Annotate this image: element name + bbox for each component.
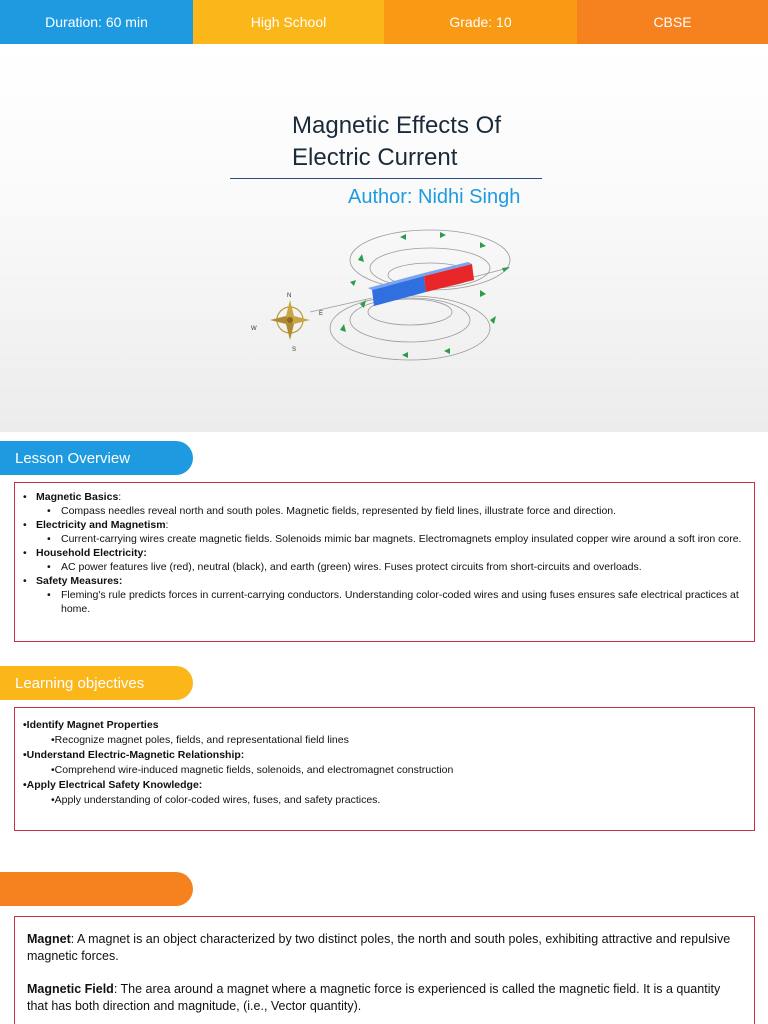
objective-title: •Understand Electric-Magnetic Relationship: [23,749,245,761]
definition-text: : The area around a magnet where a magnetic force is experienced is called the magnetic field. It is a quantity that has both direction and magnitude, (i.e., Vector quantity). [27,982,721,1013]
objective-detail: •Comprehend wire-induced magnetic fields, solenoids, and electromagnet construction [51,764,454,776]
objective-item [23,748,746,778]
field-arrow [490,316,496,324]
board-label: CBSE [577,0,768,44]
compass-label-e: E [319,311,324,317]
title-divider [230,178,542,179]
definition-text: : A magnet is an object characterized by two distinct poles, the north and south poles, exhibiting attractive and repulsive magnetic forces. [27,932,731,963]
field-arrow [440,232,446,238]
overview-item-suffix: : [165,519,169,531]
definition-term: Magnet [27,932,71,946]
compass-center [287,317,293,323]
bullet: • [47,589,51,601]
field-arrow [358,254,364,262]
definition-item [27,981,742,1015]
overview-item-title: Magnetic Basics [36,491,119,503]
field-line-lower-mid [350,298,470,342]
magnet-illustration [240,220,520,370]
overview-item-detail: Compass needles reveal north and south poles. Magnetic fields, represented by field lines, illustrate force and direction. [61,505,617,517]
overview-item-detail: Current-carrying wires create magnetic fields. Solenoids mimic bar magnets. Electromagnets employ insulated copper wire around a soft iron core. [61,533,742,545]
overview-item-suffix: : [118,491,122,503]
definition-item [27,931,742,965]
objective-item [23,718,746,748]
overview-item [23,518,746,546]
definition-term: Magnetic Field [27,982,114,996]
bullet: • [47,561,51,573]
overview-item-title: Household Electricity: [36,547,147,559]
bullet: • [23,519,27,531]
objective-detail: •Recognize magnet poles, fields, and representational field lines [51,734,349,746]
field-arrow [400,234,406,240]
duration-label: Duration: 60 min [0,0,193,44]
title-line-1: Magnetic Effects Of [292,112,501,139]
objective-item [23,778,746,808]
field-arrow [360,300,366,308]
objective-title: •Identify Magnet Properties [23,719,159,731]
overview-item-detail: AC power features live (red), neutral (black), and earth (green) wires. Fuses protect circuits from short-circuits and overloads. [61,561,642,573]
overview-item-title: Electricity and Magnetism [36,519,166,531]
overview-item [23,574,746,616]
overview-item-title: Safety Measures: [36,575,123,587]
objective-detail: •Apply understanding of color-coded wires, fuses, and safety practices. [51,794,381,806]
compass-label-s: S [292,347,297,353]
bullet: • [23,547,27,559]
definitions-box [14,916,755,1024]
field-arrow [402,352,408,358]
author-name: Author: Nidhi Singh [348,186,521,208]
field-arrow [502,267,510,272]
field-arrow [480,242,486,248]
compass-rose [251,293,323,353]
overview-item [23,546,746,574]
bullet: • [23,575,27,587]
objective-title: •Apply Electrical Safety Knowledge: [23,779,203,791]
page-title [292,110,501,174]
bullet: • [47,533,51,545]
info-bar [0,0,768,44]
level-label: High School [193,0,384,44]
bullet: • [23,491,27,503]
bullet: • [47,505,51,517]
compass-label-w: W [251,326,257,332]
compass-label-n: N [287,293,292,299]
overview-item-detail: Fleming's rule predicts forces in current-carrying conductors. Understanding color-coded wires and using fuses ensures safe electrical practices at home. [61,589,739,615]
learning-objectives-heading: Learning objectives [0,666,193,700]
field-arrow [340,324,346,332]
field-arrow [480,290,486,297]
field-arrow [350,280,356,286]
title-line-2: Electric Current [292,144,458,171]
field-arrow [444,348,450,354]
learning-objectives-box [14,707,755,831]
overview-item [23,490,746,518]
lesson-overview-box [14,482,755,642]
lesson-overview-heading: Lesson Overview [0,441,193,475]
grade-label: Grade: 10 [384,0,577,44]
definitions-heading-bar [0,872,193,906]
